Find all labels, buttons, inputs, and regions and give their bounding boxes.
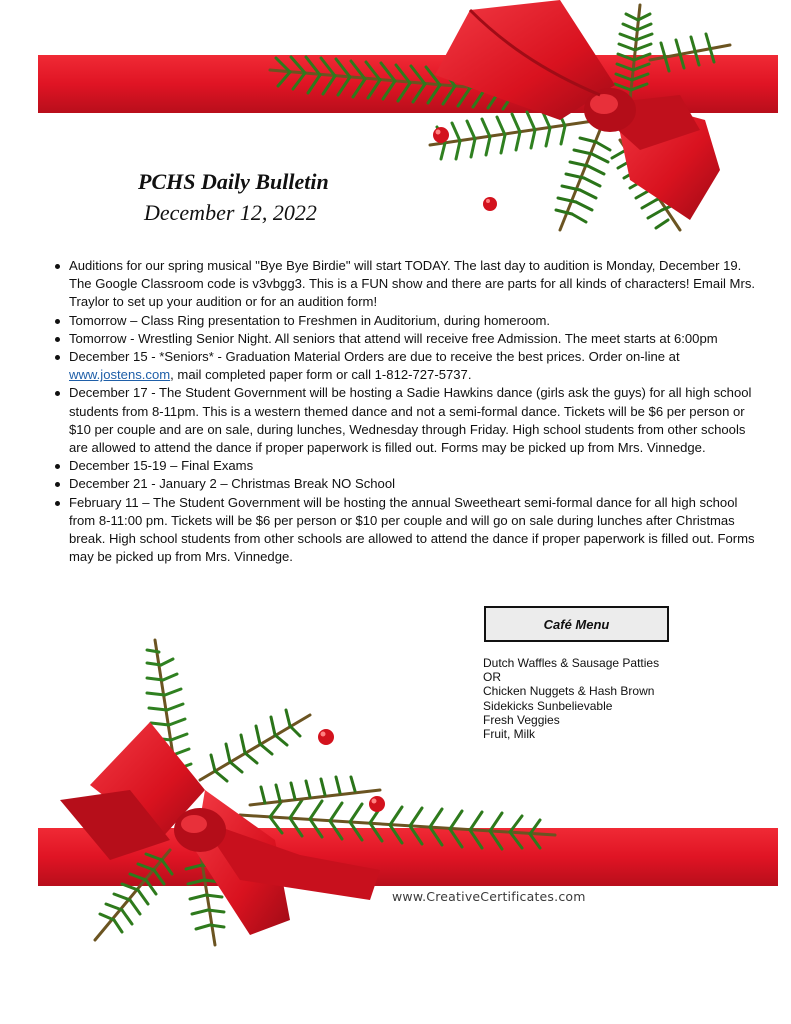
bulletin-item-class-ring: Tomorrow – Class Ring presentation to Freshmen in Auditorium, during homeroom. bbox=[69, 312, 759, 330]
bulletin-list bbox=[52, 257, 759, 566]
menu-item: Fresh Veggies bbox=[483, 712, 560, 727]
menu-item: Fruit, Milk bbox=[483, 727, 535, 742]
menu-item: Chicken Nuggets & Hash Brown bbox=[483, 684, 655, 699]
menu-item: OR bbox=[483, 670, 501, 685]
bulletin-header bbox=[138, 168, 329, 226]
graduation-text-end: , mail completed paper form or call 1-812-727-5737. bbox=[170, 367, 472, 383]
bulletin-date: December 12, 2022 bbox=[144, 200, 317, 225]
bulletin-item-graduation bbox=[69, 348, 759, 384]
page-title: PCHS Daily Bulletin bbox=[138, 169, 329, 194]
menu-item: Dutch Waffles & Sausage Patties bbox=[483, 656, 660, 670]
bulletin-item-final-exams: December 15-19 – Final Exams bbox=[69, 457, 759, 475]
bulletin-item-auditions: Auditions for our spring musical "Bye Bye Birdie" will start TODAY. The last day to audition is Monday, December 19. The Google Classroom code is v3vbgg3. This is a FUN show and there are parts for all kinds of characters! Email Mrs. Traylor to set up your audition or for an audition form! bbox=[69, 257, 759, 312]
cafe-menu-heading: Café Menu bbox=[484, 606, 669, 642]
cafe-menu-list bbox=[483, 656, 659, 741]
jostens-link[interactable]: www.jostens.com bbox=[69, 367, 171, 383]
graduation-text-start: December 15 - *Seniors* - Graduation Material Orders are due to receive the best prices. Order on-line at bbox=[69, 349, 680, 365]
bottom-berries bbox=[318, 729, 385, 812]
bulletin-item-christmas-break: December 21 - January 2 – Christmas Break NO School bbox=[69, 475, 759, 493]
bulletin-item-sadie-hawkins: December 17 - The Student Government will be hosting a Sadie Hawkins dance (girls ask the guys) for all high school students from 8-11pm. This is a western themed dance and not a semi-formal dance. Tickets will be $6 per person or $10 per couple and are on sale, during lunches, Wednesday through Friday. High school students from other schools are allowed to attend the dance if proper paperwork is filled out. Forms may be picked up from Mrs. Vinnedge. bbox=[69, 384, 759, 457]
bulletin-item-wrestling: Tomorrow - Wrestling Senior Night. All seniors that attend will receive free Admission. The meet starts at 6:00pm bbox=[69, 330, 759, 348]
credit-text: www.CreativeCertificates.com bbox=[392, 889, 586, 904]
menu-item: Sidekicks Sunbelievable bbox=[483, 698, 613, 713]
bulletin-item-sweetheart: February 11 – The Student Government will be hosting the annual Sweetheart semi-formal dance for all high school from 8-11:00 pm. Tickets will be $6 per person or $10 per couple and will go on sale during lunches after Christmas break. High school students from other schools are allowed to attend the dance if proper paperwork is filled out. Forms may be picked up from Mrs. Vinnedge. bbox=[69, 494, 759, 567]
